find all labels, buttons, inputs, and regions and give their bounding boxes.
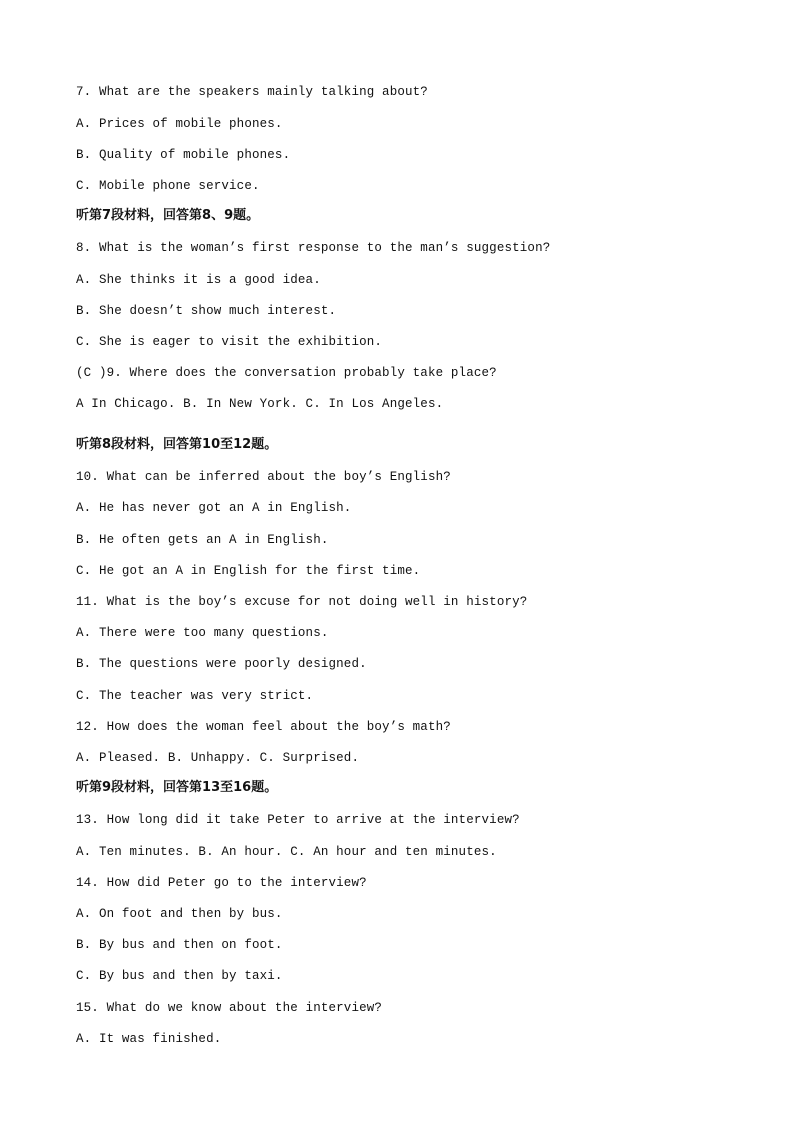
question-10: 10. What can be inferred about the boy’s English? xyxy=(76,470,451,484)
option-10a: A. He has never got an A in English. xyxy=(76,501,352,515)
section-heading-8: 听第8段材料，回答第10至12题。 xyxy=(76,437,278,452)
options-13: A. Ten minutes. B. An hour. C. An hour and ten minutes. xyxy=(76,845,497,859)
option-10c: C. He got an A in English for the first time. xyxy=(76,564,421,578)
options-12: A. Pleased. B. Unhappy. C. Surprised. xyxy=(76,751,360,765)
option-11b: B. The questions were poorly designed. xyxy=(76,657,367,671)
option-14a: A. On foot and then by bus. xyxy=(76,907,283,921)
option-14c: C. By bus and then by taxi. xyxy=(76,969,283,983)
option-14b: B. By bus and then on foot. xyxy=(76,938,283,952)
option-7b: B. Quality of mobile phones. xyxy=(76,148,291,162)
section-heading-9: 听第9段材料，回答第13至16题。 xyxy=(76,780,278,795)
option-11a: A. There were too many questions. xyxy=(76,626,329,640)
question-12: 12. How does the woman feel about the boy’s math? xyxy=(76,720,451,734)
option-8b: B. She doesn’t show much interest. xyxy=(76,304,337,318)
option-8c: C. She is eager to visit the exhibition. xyxy=(76,335,383,349)
section-heading-7: 听第7段材料，回答第8、9题。 xyxy=(76,208,260,223)
question-7: 7. What are the speakers mainly talking about? xyxy=(76,85,428,99)
question-13: 13. How long did it take Peter to arrive at the interview? xyxy=(76,813,520,827)
question-8: 8. What is the woman’s first response to the man’s suggestion? xyxy=(76,241,551,255)
options-9: A In Chicago. B. In New York. C. In Los Angeles. xyxy=(76,397,444,411)
option-8a: A. She thinks it is a good idea. xyxy=(76,273,321,287)
question-11: 11. What is the boy’s excuse for not doing well in history? xyxy=(76,595,528,609)
option-10b: B. He often gets an A in English. xyxy=(76,533,329,547)
question-14: 14. How did Peter go to the interview? xyxy=(76,876,367,890)
option-7c: C. Mobile phone service. xyxy=(76,179,260,193)
option-11c: C. The teacher was very strict. xyxy=(76,689,314,703)
question-15: 15. What do we know about the interview? xyxy=(76,1001,383,1015)
question-9: (C )9. Where does the conversation probably take place? xyxy=(76,366,497,380)
option-15a: A. It was finished. xyxy=(76,1032,222,1046)
option-7a: A. Prices of mobile phones. xyxy=(76,117,283,131)
